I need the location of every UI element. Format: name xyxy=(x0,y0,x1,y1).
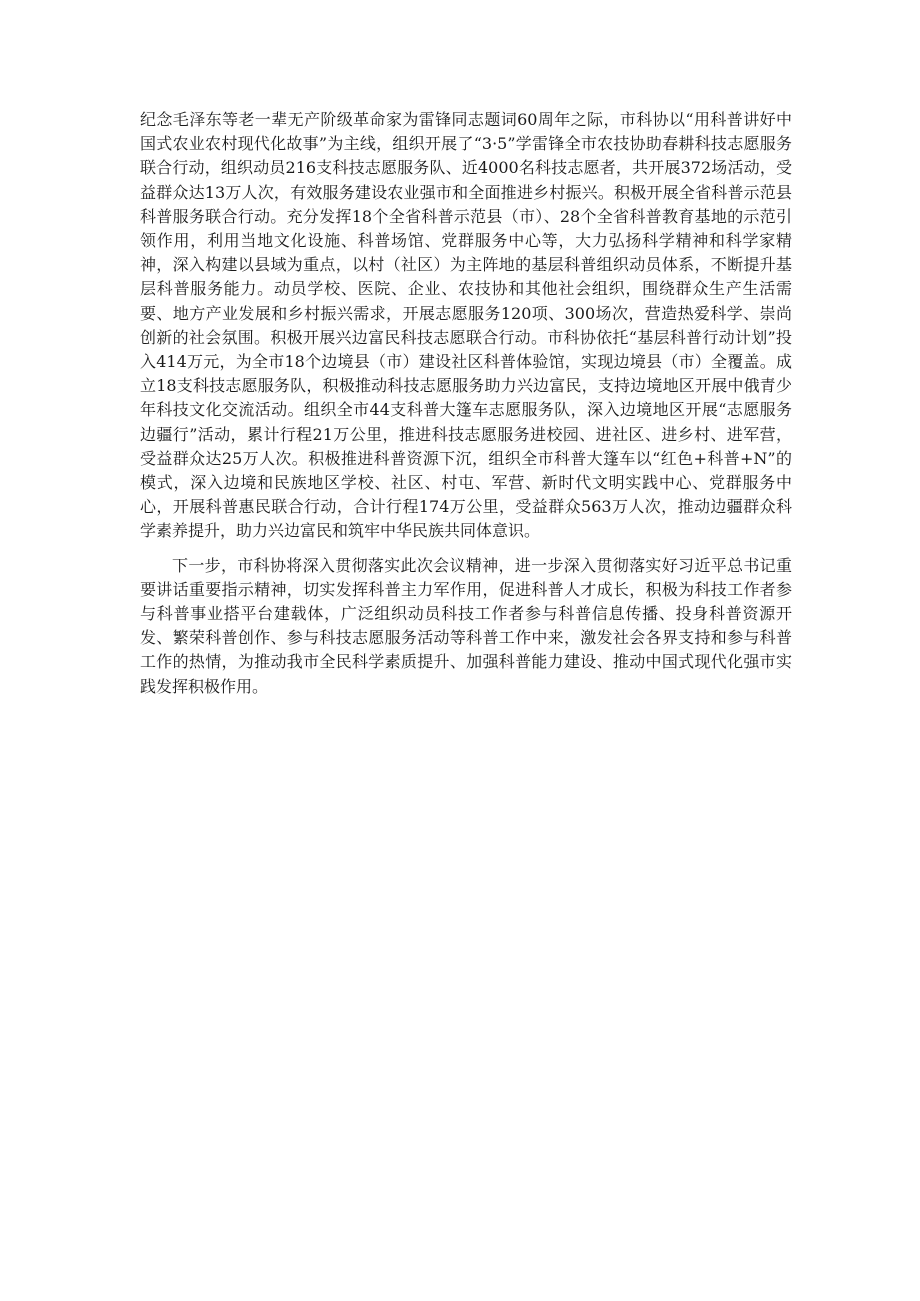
document-body xyxy=(140,108,792,699)
paragraph-volunteer-activities: 纪念毛泽东等老一辈无产阶级革命家为雷锋同志题词60周年之际，市科协以“用科普讲好中国式农业农村现代化故事”为主线，组织开展了“3·5”学雷锋全市农技协助春耕科技志愿服务联合行动，组织动员216支科技志愿服务队、近4000名科技志愿者，共开展372场活动，受益群众达13万人次，有效服务建设农业强市和全面推进乡村振兴。积极开展全省科普示范县科普服务联合行动。充分发挥18个全省科普示范县（市）、28个全省科普教育基地的示范引领作用，利用当地文化设施、科普场馆、党群服务中心等，大力弘扬科学精神和科学家精神，深入构建以县域为重点，以村（社区）为主阵地的基层科普组织动员体系，不断提升基层科普服务能力。动员学校、医院、企业、农技协和其他社会组织，围绕群众生产生活需要、地方产业发展和乡村振兴需求，开展志愿服务120项、300场次，营造热爱科学、崇尚创新的社会氛围。积极开展兴边富民科技志愿联合行动。市科协依托“基层科普行动计划”投入414万元，为全市18个边境县（市）建设社区科普体验馆，实现边境县（市）全覆盖。成立18支科技志愿服务队，积极推动科技志愿服务助力兴边富民，支持边境地区开展中俄青少年科技文化交流活动。组织全市44支科普大篷车志愿服务队，深入边境地区开展“志愿服务边疆行”活动，累计行程21万公里，推进科技志愿服务进校园、进社区、进乡村、进军营，受益群众达25万人次。积极推进科普资源下沉，组织全市科普大篷车以“红色+科普+N”的模式，深入边境和民族地区学校、社区、村屯、军营、新时代文明实践中心、党群服务中心，开展科普惠民联合行动，合计行程174万公里，受益群众563万人次，推动边疆群众科学素养提升，助力兴边富民和筑牢中华民族共同体意识。 xyxy=(140,110,792,541)
paragraph-next-steps: 下一步，市科协将深入贯彻落实此次会议精神，进一步深入贯彻落实好习近平总书记重要讲话重要指示精神，切实发挥科普主力军作用，促进科普人才成长，积极为科技工作者参与科普事业搭平台建载体，广泛组织动员科技工作者参与科普信息传播、投身科普资源开发、繁荣科普创作、参与科技志愿服务活动等科普工作中来，激发社会各界支持和参与科普工作的热情，为推动我市全民科学素质提升、加强科普能力建设、推动中国式现代化强市实践发挥积极作用。 xyxy=(140,555,792,696)
